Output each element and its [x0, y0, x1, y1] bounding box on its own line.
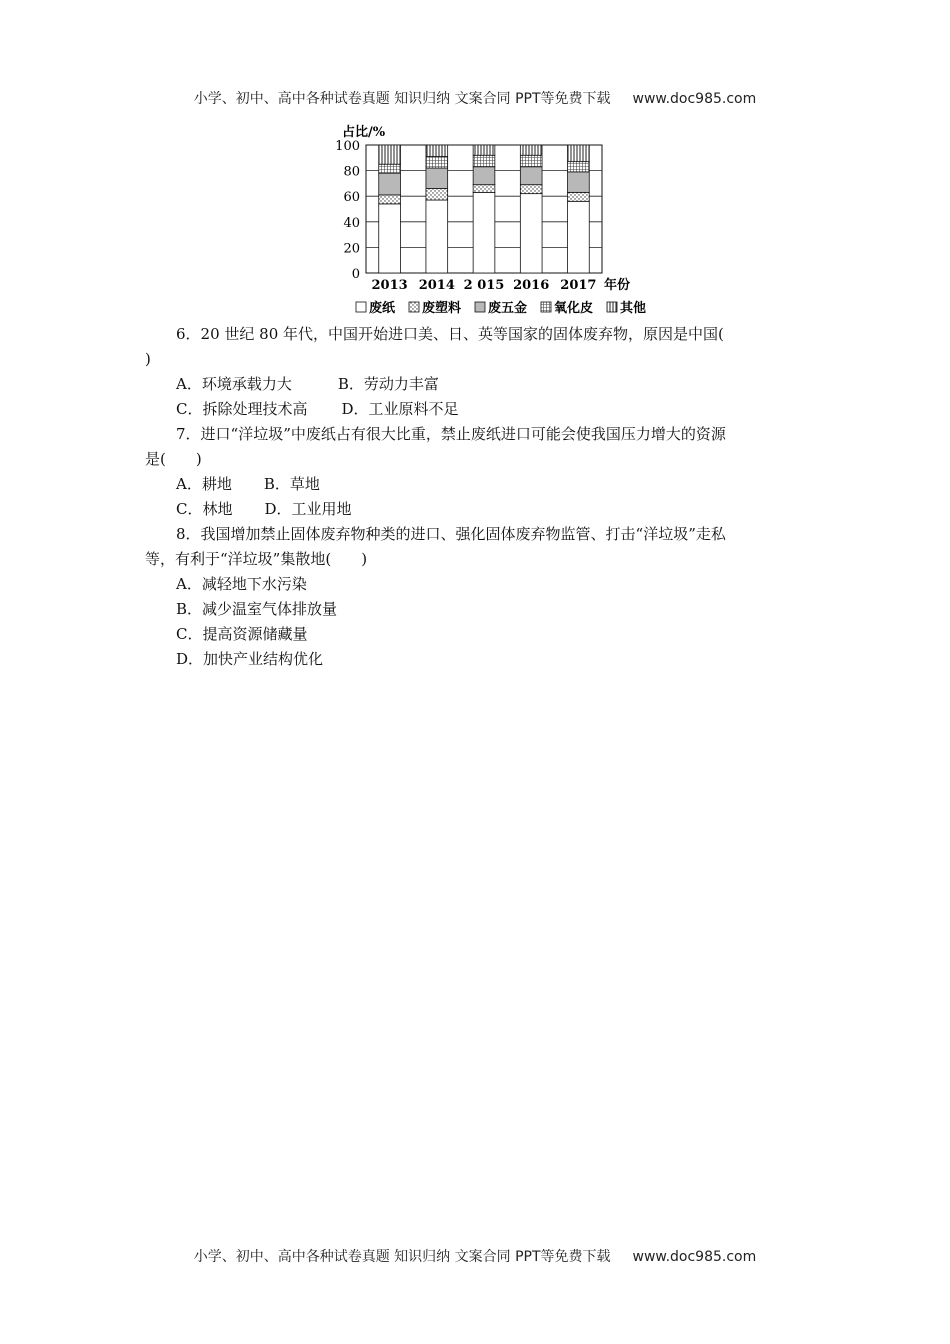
y-tick-label: 60	[343, 190, 360, 206]
y-tick-label: 100	[335, 139, 360, 154]
legend-label: 废纸	[369, 301, 396, 316]
bar-segment	[473, 155, 495, 167]
bar-segment	[426, 189, 448, 201]
q6-option-c[interactable]: C．拆除处理技术高	[176, 400, 308, 418]
q6-stem-cont: )	[145, 350, 151, 368]
x-tick-label: 2013	[371, 278, 408, 293]
q7-option-a[interactable]: A．耕地	[176, 475, 232, 493]
bar-segment	[473, 192, 495, 273]
legend-label: 其他	[620, 301, 647, 316]
bar-segment	[568, 162, 590, 172]
bar-segment	[568, 201, 590, 273]
bar-segment	[520, 155, 542, 167]
q8-option-a[interactable]: A．减轻地下水污染	[176, 575, 307, 593]
q6-options-ab	[176, 372, 439, 397]
header-text: 小学、初中、高中各种试卷真题 知识归纳 文案合同 PPT等免费下载	[193, 91, 611, 107]
bar-segment	[379, 204, 401, 273]
bar-segment	[473, 185, 495, 193]
x-tick-label: 2017	[560, 278, 597, 293]
y-ticks	[335, 139, 360, 282]
legend-label: 废塑料	[422, 301, 462, 316]
legend-label: 废五金	[488, 301, 528, 316]
q8-option-d[interactable]: D．加快产业结构优化	[176, 650, 324, 668]
q8-stem-cont: 等，有利于“洋垃圾”集散地( )	[145, 550, 368, 568]
legend-swatch	[356, 302, 366, 312]
bar-segment	[379, 195, 401, 204]
q7-option-b[interactable]: B．草地	[263, 475, 320, 493]
bar-segment	[520, 185, 542, 194]
x-tick-label: 2014	[418, 278, 455, 293]
bar-segment	[473, 145, 495, 155]
bars	[379, 145, 590, 273]
q7-option-d[interactable]: D．工业用地	[264, 500, 352, 518]
bar-segment	[520, 167, 542, 185]
bar-segment	[568, 145, 590, 162]
x-ticks	[372, 278, 597, 293]
legend-swatch	[475, 302, 485, 312]
bar-segment	[426, 145, 448, 157]
page-footer	[0, 1246, 950, 1266]
q6-stem: 6．20 世纪 80 年代，中国开始进口美、日、英等国家的固体废弃物，原因是中国(	[176, 325, 724, 343]
bar-segment	[520, 194, 542, 273]
q6-option-a[interactable]: A．环境承载力大	[176, 375, 292, 393]
q7-options-ab	[176, 472, 320, 497]
q8-option-c[interactable]: C．提高资源储藏量	[176, 625, 308, 643]
legend-swatch	[541, 302, 551, 312]
q7-stem-cont: 是( )	[145, 450, 202, 468]
footer-text: 小学、初中、高中各种试卷真题 知识归纳 文案合同 PPT等免费下载	[193, 1249, 611, 1265]
bar-segment	[568, 192, 590, 201]
legend-swatch	[409, 302, 419, 312]
header-site: www.doc985.com	[632, 91, 757, 107]
q6-option-b[interactable]: B．劳动力丰富	[337, 375, 439, 393]
y-axis-label: 占比/%	[342, 125, 386, 140]
bar-segment	[568, 172, 590, 192]
q7-stem: 7．进口“洋垃圾”中废纸占有很大比重，禁止废纸进口可能会使我国压力增大的资源	[176, 425, 726, 443]
y-tick-label: 0	[351, 267, 360, 282]
bar-segment	[426, 200, 448, 273]
page-header	[0, 88, 950, 108]
bar-segment	[473, 167, 495, 185]
y-tick-label: 40	[343, 215, 360, 231]
legend	[356, 300, 646, 316]
bar-segment	[426, 157, 448, 169]
q8-stem: 8．我国增加禁止固体废弃物种类的进口、强化固体废弃物监管、打击“洋垃圾”走私	[176, 525, 726, 543]
x-axis-label: 年份	[604, 278, 631, 293]
x-tick-label: 2016	[513, 278, 550, 293]
y-tick-label: 20	[343, 241, 360, 257]
stacked-bar-chart	[330, 118, 660, 318]
legend-label: 氧化皮	[554, 301, 594, 316]
y-tick-label: 80	[343, 164, 360, 180]
x-tick-label: 2 015	[463, 278, 505, 293]
q6-option-d[interactable]: D．工业原料不足	[341, 400, 459, 418]
bar-segment	[379, 173, 401, 195]
bar-segment	[426, 168, 448, 188]
q7-option-c[interactable]: C．林地	[176, 500, 233, 518]
bar-segment	[520, 145, 542, 155]
bar-segment	[379, 145, 401, 164]
q7-options-cd	[176, 497, 352, 522]
legend-swatch	[607, 302, 617, 312]
q8-option-b[interactable]: B．减少温室气体排放量	[176, 600, 338, 618]
q6-options-cd	[176, 397, 459, 422]
bar-segment	[379, 164, 401, 173]
footer-site: www.doc985.com	[632, 1249, 757, 1265]
